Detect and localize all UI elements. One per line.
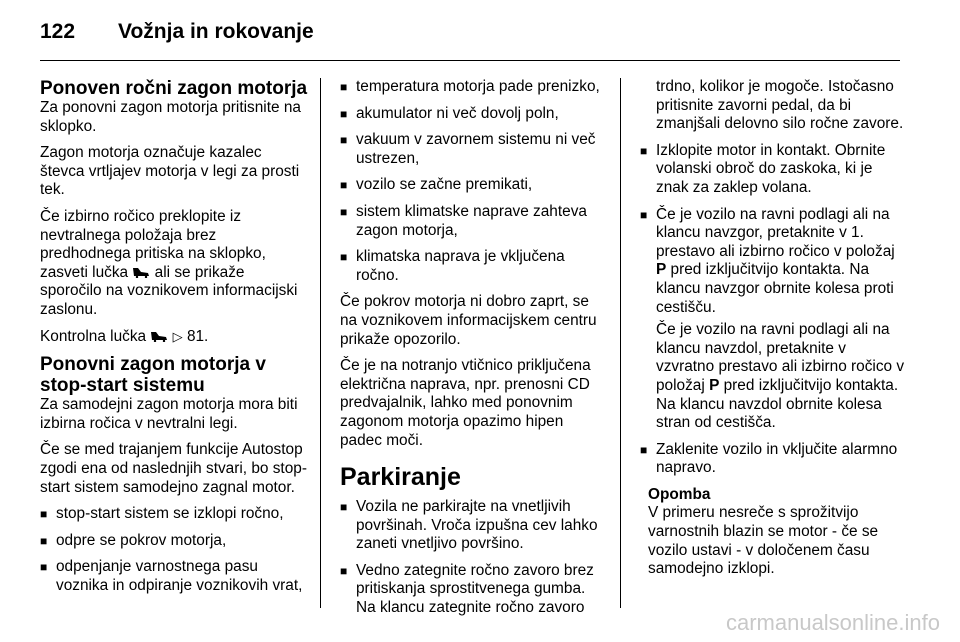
heading-auto-restart: Ponovni zagon motorja v stop-start sistemu — [40, 354, 266, 397]
list-item — [640, 206, 908, 433]
stop-start-car-icon — [150, 330, 168, 342]
list-item: ■ vakuum v zavornem sistemu ni več ustrezen, — [340, 131, 605, 168]
note-title: Opomba — [648, 485, 711, 503]
watermark: carmanualsonline.info — [725, 610, 940, 635]
paragraph: Če je na notranjo vtičnico priključena električna naprava, npr. prenosni CD predvajalnik, lahko med ponovnim zagonom motorja opazimo hipen padec moči. — [340, 357, 591, 449]
bullet-list — [640, 142, 908, 478]
column-2 — [340, 78, 605, 626]
list-item: ■ klimatska naprava je vključena ročno. — [340, 248, 605, 285]
paragraph: Za ponovni zagon motorja pritisnite na sklopko. — [40, 99, 301, 135]
text: 81. — [186, 327, 209, 345]
paragraph: trdno, kolikor je mogoče. Istočasno pritisnite zavorni pedal, da bi zmanjšali delovno silo ročne zavore. — [656, 78, 904, 133]
heading-parking: Parkiranje — [340, 463, 461, 492]
column-divider — [320, 78, 321, 608]
list-item: ■ akumulator ni več dovolj poln, — [340, 105, 605, 124]
paragraph — [40, 208, 308, 320]
page-title: Vožnja in rokovanje — [118, 20, 314, 43]
text: ali se prikaže sporočilo na voznikovem informacijski zaslonu. — [40, 263, 298, 318]
column-divider — [620, 78, 621, 608]
paragraph: Zagon motorja označuje kazalec števca vrtljajev motorja v legi za prosti tek. — [40, 144, 300, 199]
list-item: ■ sistem klimatske naprave zahteva zagon motorja, — [340, 203, 605, 240]
list-item: ■ stop-start sistem se izklopi ročno, — [40, 505, 308, 524]
text: Če izbirno ročico preklopite iz nevtralnega položaja brez predhodnega pritiska na sklopko, zasveti lučka — [40, 207, 266, 281]
paragraph: Za samodejni zagon motorja mora biti izbirna ročica v nevtralni legi. — [40, 396, 298, 432]
text: Če je vozilo na ravni podlagi ali na klancu navzgor, pretaknite v 1. prestavo ali izbirno ročico v položaj — [656, 205, 895, 260]
gear-position-p: P — [656, 261, 667, 279]
column-1 — [40, 78, 308, 603]
list-item: ■ Izklopite motor in kontakt. Obrnite volanski obroč do zaskoka, ki je znak za zaklep volana. — [640, 142, 908, 198]
text: Če je vozilo na ravni podlagi ali na klancu navzdol, pretaknite v vzvratno prestavo ali izbirno ročico v položaj — [656, 321, 905, 394]
list-item: ■ Vozila ne parkirajte na vnetljivih površinah. Vroča izpušna cev lahko zaneti vnetljivo površino. — [340, 498, 605, 554]
note-box — [648, 486, 908, 579]
heading-manual-restart: Ponoven ročni zagon motorja — [40, 78, 308, 99]
list-item: ■ odpenjanje varnostnega pasu voznika in odpiranje voznikovih vrat, — [40, 558, 308, 595]
bullet-list — [340, 498, 605, 618]
list-item: ■ Vedno zategnite ročno zavoro brez pritiskanja sprostitvenega gumba. Na klancu zategnite ročno zavoro — [340, 562, 605, 618]
paragraph — [656, 321, 908, 433]
list-item: ■ Zaklenite vozilo in vključite alarmno napravo. — [640, 441, 908, 478]
column-3 — [640, 78, 908, 587]
paragraph — [40, 328, 308, 347]
page-reference-icon: ▷ — [172, 328, 183, 344]
text: pred izključitvijo kontakta. Na klancu navzgor obrnite kolesa proti cestišču. — [656, 261, 894, 316]
bullet-list — [40, 505, 308, 595]
list-item: ■ odpre se pokrov motorja, — [40, 532, 308, 551]
list-item: ■ temperatura motorja pade prenizko, — [340, 78, 605, 97]
paragraph: Če se med trajanjem funkcije Autostop zgodi ena od naslednjih stvari, bo stop-start sistem samodejno zagnal motor. — [40, 441, 307, 496]
paragraph: Če pokrov motorja ni dobro zaprt, se na voznikovem informacijskem centru prikaže opozorilo. — [340, 293, 597, 348]
gear-position-p: P — [709, 376, 720, 394]
header-rule — [40, 60, 900, 61]
page-number: 122 — [40, 20, 76, 43]
list-item: ■ vozilo se začne premikati, — [340, 176, 605, 195]
text: Kontrolna lučka — [40, 327, 147, 345]
text: pred izključitvijo kontakta. Na klancu navzdol obrnite kolesa stran od cestišča. — [656, 376, 899, 432]
bullet-list — [340, 78, 605, 285]
page-header — [0, 0, 960, 60]
note-text: V primeru nesreče s sprožitvijo varnostnih blazin se motor - če se vozilo ustavi - v določenem času samodejno izklopi. — [648, 504, 879, 578]
stop-start-car-icon — [132, 266, 150, 278]
